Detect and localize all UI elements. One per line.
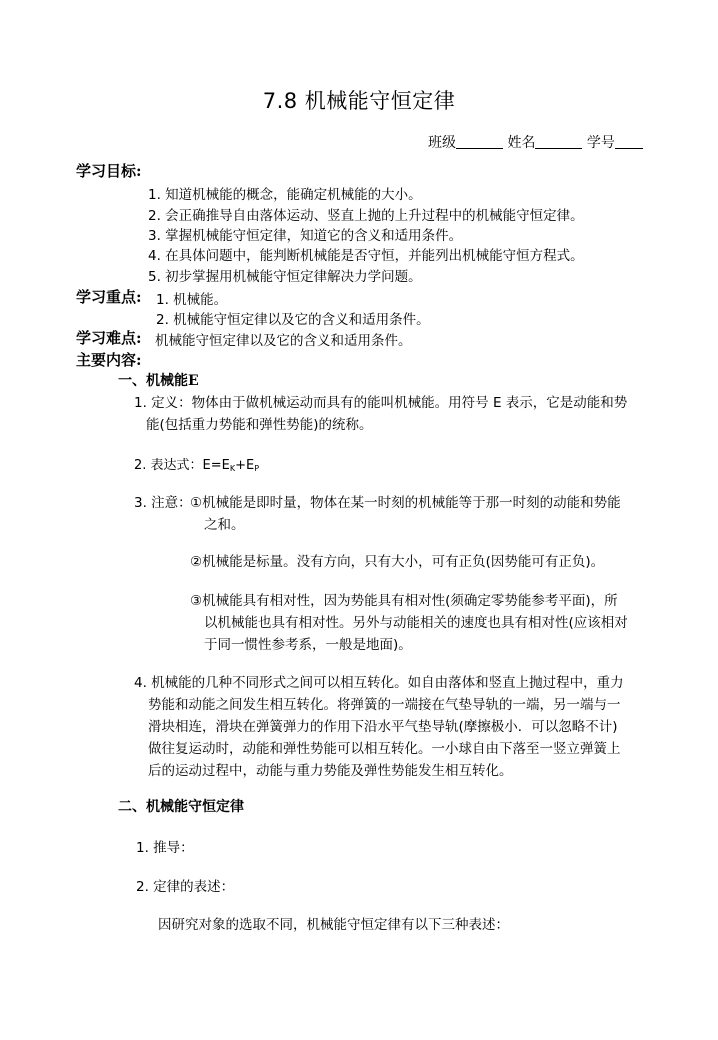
section2-heading: 二、机械能守恒定律 xyxy=(118,799,244,815)
difficulties-heading: 学习难点: xyxy=(76,329,142,347)
number-blank[interactable] xyxy=(615,134,643,149)
item-4-line: 4. 机械能的几种不同形式之间可以相互转化。如自由落体和竖直上抛过程中，重力 xyxy=(134,675,624,691)
item-4-line: 后的运动过程中，动能与重力势能及弹性势能发生相互转化。 xyxy=(148,763,513,779)
note-prefix: 3. 注意： xyxy=(134,495,192,511)
note-3-line: 于同一惯性参考系，一般是地面)。 xyxy=(204,637,412,653)
difficulties-text: 机械能守恒定律以及它的含义和适用条件。 xyxy=(155,333,412,349)
note-2: ②机械能是标量。没有方向，只有大小，可有正负(因势能可有正负)。 xyxy=(190,554,605,570)
definition-line: 能(包括重力势能和弹性势能)的统称。 xyxy=(146,417,373,433)
class-label: 班级 xyxy=(428,135,456,151)
page-title: 7.8 机械能守恒定律 xyxy=(262,89,456,113)
item-4-line: 势能和动能之间发生相互转化。将弹簧的一端接在气垫导轨的一端，另一端与一 xyxy=(148,697,621,713)
potential-subscript: P xyxy=(254,464,260,473)
objective-item: 3. 掌握机械能守恒定律，知道它的含义和适用条件。 xyxy=(148,228,463,244)
note-1-line: 之和。 xyxy=(204,517,245,533)
number-label: 学号 xyxy=(586,135,615,151)
class-blank[interactable] xyxy=(456,134,503,149)
name-blank[interactable] xyxy=(535,134,582,149)
expression-formula xyxy=(134,454,259,473)
expression-plus: +E xyxy=(235,458,255,473)
kinetic-subscript: K xyxy=(229,464,236,473)
main-content-heading: 主要内容: xyxy=(76,351,142,369)
statement-item: 2. 定律的表述： xyxy=(136,879,235,895)
item-4-line: 滑块相连，滑块在弹簧弹力的作用下沿水平气垫导轨(摩擦极小．可以忽略不计) xyxy=(148,719,618,735)
note-3-line: ③机械能具有相对性，因为势能具有相对性(须确定零势能参考平面)，所 xyxy=(190,593,618,609)
objectives-heading: 学习目标: xyxy=(76,162,142,180)
note-3-line: 以机械能也具有相对性。另外与动能相关的速度也具有相对性(应该相对 xyxy=(204,615,628,631)
key-point-item: 2. 机械能守恒定律以及它的含义和适用条件。 xyxy=(156,312,430,328)
objective-item: 5. 初步掌握用机械能守恒定律解决力学问题。 xyxy=(148,269,422,285)
definition-line: 1. 定义：物体由于做机械运动而具有的能叫机械能。用符号 E 表示，它是动能和势 xyxy=(134,395,628,411)
statement-intro: 因研究对象的选取不同，机械能守恒定律有以下三种表述： xyxy=(158,917,509,933)
item-4-line: 做往复运动时，动能和弹性势能可以相互转化。一小球自由下落至一竖立弹簧上 xyxy=(148,741,621,757)
objective-item: 1. 知道机械能的概念，能确定机械能的大小。 xyxy=(148,187,422,203)
objective-item: 2. 会正确推导自由落体运动、竖直上抛的上升过程中的机械能守恒定律。 xyxy=(148,208,584,224)
note-1-line: ①机械能是即时量，物体在某一时刻的机械能等于那一时刻的动能和势能 xyxy=(190,495,621,511)
key-points-heading: 学习重点: xyxy=(76,288,142,306)
expression-prefix: 2. 表达式：E=E xyxy=(134,458,230,473)
name-label: 姓名 xyxy=(507,135,536,151)
derivation-item: 1. 推导： xyxy=(136,840,194,856)
section1-heading: 一、机械能E xyxy=(118,373,199,389)
key-point-item: 1. 机械能。 xyxy=(156,292,228,308)
student-info xyxy=(428,132,643,152)
objective-item: 4. 在具体问题中，能判断机械能是否守恒，并能列出机械能守恒方程式。 xyxy=(148,248,584,264)
